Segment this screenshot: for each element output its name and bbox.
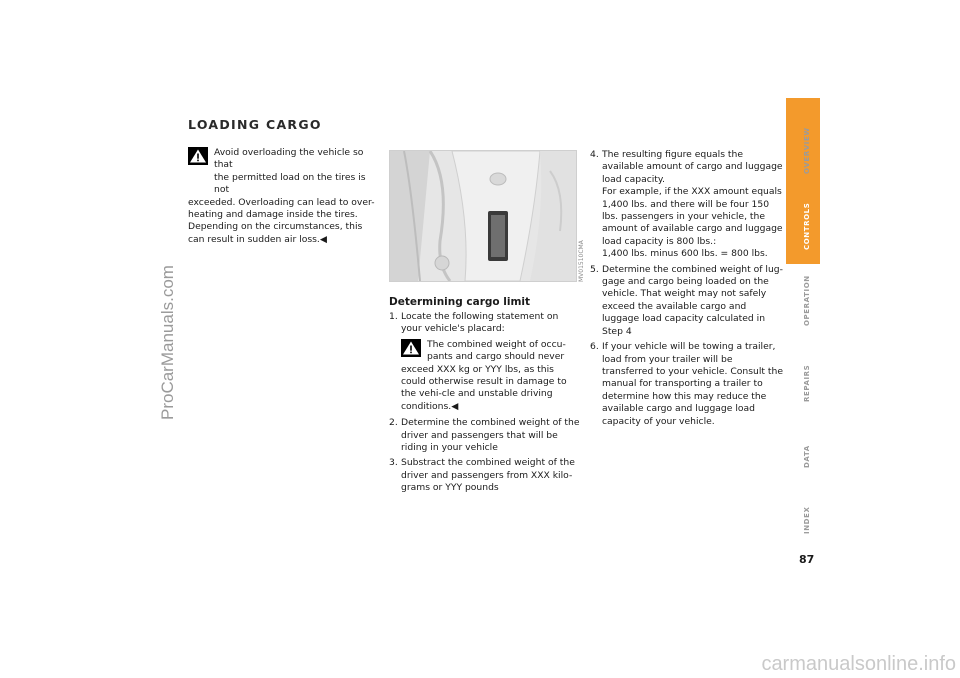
list-number: 5. (590, 263, 599, 275)
list-text: If your vehicle will be towing a trailer, load from your trailer will be transferred to your vehicle. Consult the manual for transporting a trailer to determine how this may reduce the available cargo and luggage load capacity of your vehicle. (602, 341, 784, 427)
door-pillar-photo (389, 150, 577, 282)
subheading-cargo-limit: Determining cargo limit (389, 296, 531, 308)
list-number: 6. (590, 341, 599, 353)
intro-warning-line1: Avoid overloading the vehicle so that (214, 147, 364, 171)
list-text-example: For example, if the XXX amount equals 1,400 lbs. and there will be four 150 lbs. passengers in your vehicle, the amount of available cargo and luggage load capacity is 800 lbs.: (602, 186, 783, 247)
list-text: Substract the combined weight of the driver and passengers from XXX kilo-grams or YYY pounds (401, 457, 575, 494)
steps-column-2 (389, 311, 581, 498)
list-text: Determine the combined weight of lug-gage and cargo being loaded on the vehicle. That weight may not safely exceed the available cargo and luggage load capacity calculated in Step 4 (602, 263, 783, 337)
tab-controls[interactable]: CONTROLS (803, 202, 811, 250)
list-text: Determine the combined weight of the driver and passengers that will be riding in your vehicle (401, 417, 580, 454)
list-item (590, 341, 786, 428)
intro-warning-rest: exceeded. Overloading can lead to over-heating and damage inside the tires. Depending on the circumstances, this can result in sudden air loss. (188, 196, 375, 245)
list-number: 2. (389, 417, 398, 429)
footer-watermark: carmanualsonline.info (761, 653, 956, 675)
list-number: 3. (389, 457, 398, 469)
tab-data[interactable]: DATA (803, 445, 811, 468)
placard-line1: The combined weight of occu- (427, 338, 566, 350)
list-item (590, 149, 786, 261)
list-number: 4. (590, 149, 599, 160)
list-item (389, 417, 581, 454)
tab-index[interactable]: INDEX (803, 506, 811, 534)
intro-warning-line2: the permitted load on the tires is not (214, 171, 366, 196)
door-pillar-illustration (390, 151, 576, 281)
end-mark: ◀ (319, 233, 327, 245)
warning-icon (401, 339, 421, 357)
list-item (389, 457, 581, 494)
end-mark: ◀ (451, 400, 459, 412)
watermark-procarmanuals: ProCarManuals.com (158, 265, 177, 420)
tab-overview[interactable]: OVERVIEW (803, 127, 811, 174)
placard-warning (389, 339, 581, 413)
list-item (389, 311, 581, 336)
steps-column-3 (590, 149, 786, 431)
list-text: Locate the following statement on your vehicle's placard: (401, 311, 559, 335)
list-text: The resulting figure equals the available amount of cargo and luggage load capacity. (602, 149, 783, 185)
list-number: 1. (389, 311, 398, 322)
section-title: LOADING CARGO (188, 117, 322, 132)
intro-warning (188, 147, 380, 246)
placard-line2: pants and cargo should never (427, 351, 565, 363)
tab-operation[interactable]: OPERATION (803, 275, 811, 326)
tab-repairs[interactable]: REPAIRS (803, 364, 811, 402)
list-item (590, 264, 786, 338)
page-number: 87 (799, 553, 815, 566)
photo-code: MV01510CMA (578, 240, 585, 282)
chapter-tab-bar (786, 98, 820, 620)
placard-rest: exceed XXX kg or YYY lbs, as this could otherwise result in damage to the vehi-cle and unstable driving conditions. (401, 363, 567, 412)
list-text-calc: 1,400 lbs. minus 600 lbs. = 800 lbs. (602, 248, 768, 260)
warning-icon (188, 147, 208, 165)
